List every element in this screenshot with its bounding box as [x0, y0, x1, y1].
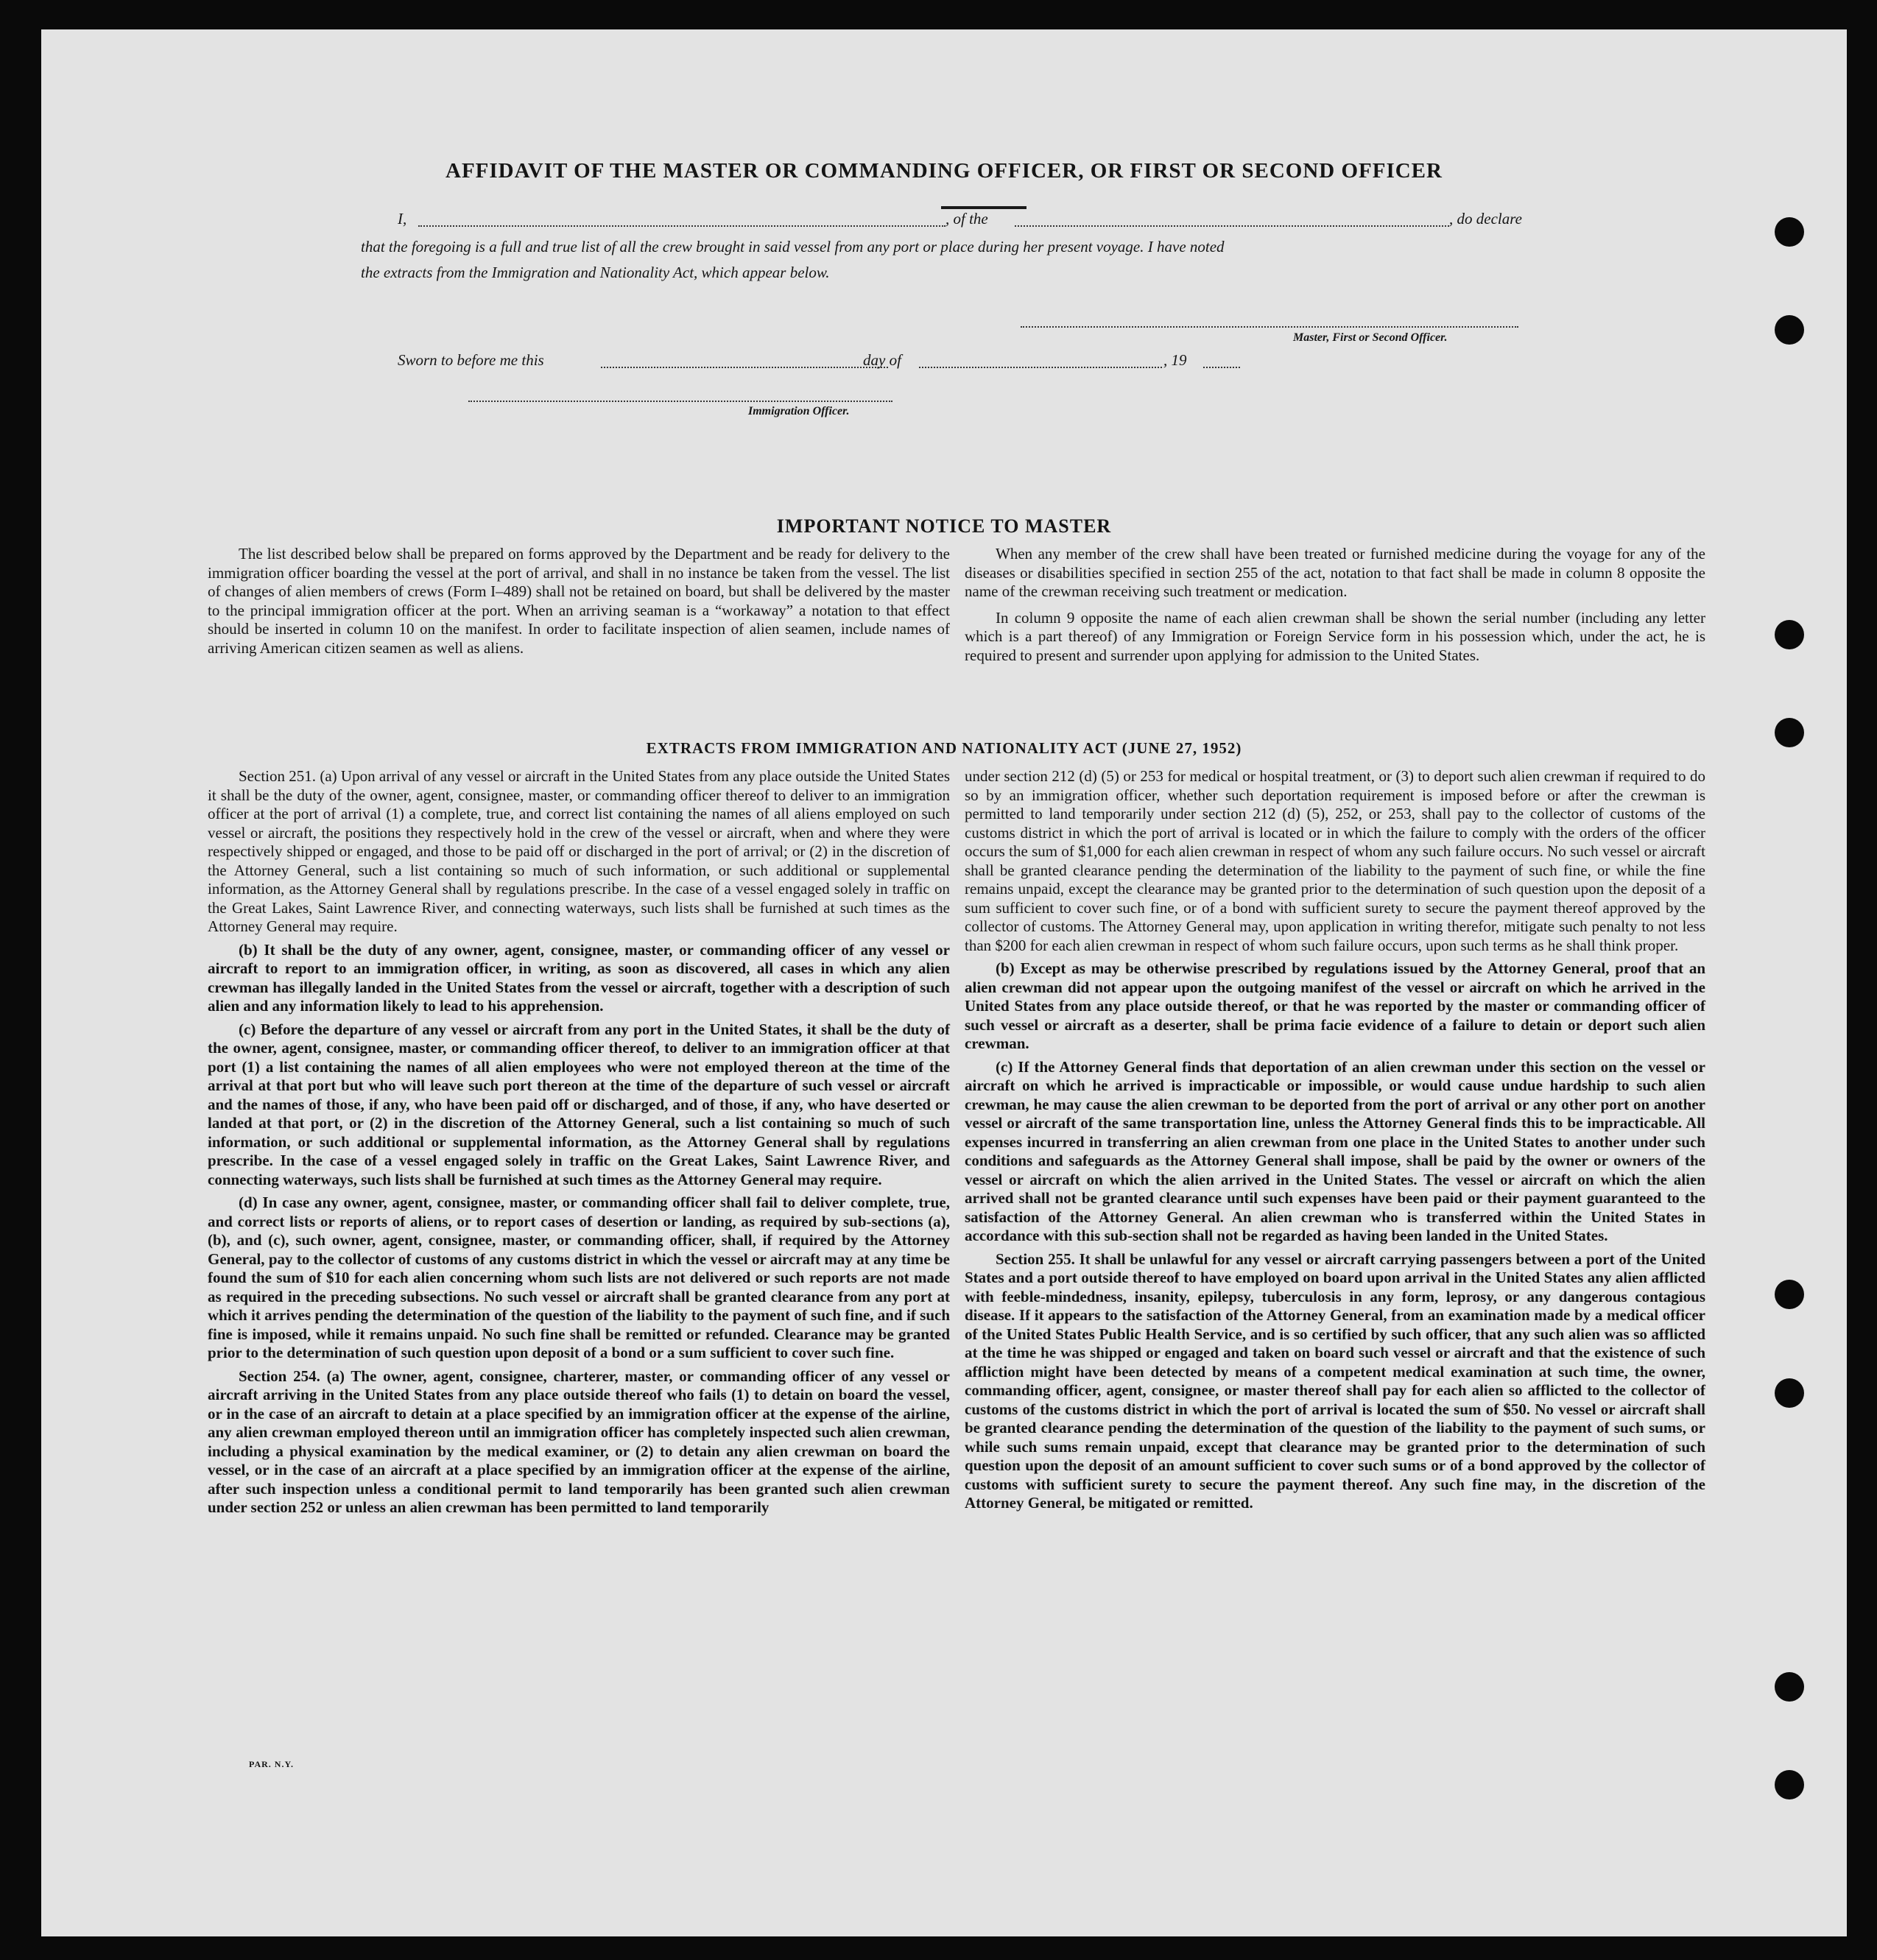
notice-right-column: [965, 545, 1705, 669]
notice-right-paragraph-1: When any member of the crew shall have been treated or furnished medicine during the voyage for any of the diseases or disabilities specified in section 255 of the act, notation to that fact shall be made in column 8 opposite the name of the crewman receiving such treatment or medication.: [965, 545, 1705, 600]
affidavit-declare-label: , do declare: [1449, 210, 1522, 228]
affidavit-title: AFFIDAVIT OF THE MASTER OR COMMANDING OFFICER, OR FIRST OR SECOND OFFICER: [446, 159, 1443, 183]
extracts-right-column: [965, 767, 1705, 1517]
punch-hole: [1775, 1378, 1804, 1408]
punch-hole: [1775, 718, 1804, 747]
master-signature-label: Master, First or Second Officer.: [1293, 331, 1448, 344]
punch-hole: [1775, 1672, 1804, 1702]
section-254-a: Section 254. (a) The owner, agent, consignee, charterer, master, or commanding officer of any vessel or aircraft arriving in the United States from any place outside thereof who fails (1) to detain on board the vessel, or in the case of an aircraft to detain at a place specified by an immigration officer at the expense of the airline, any alien crewman employed thereon until an immigration officer has completely inspected such alien crewman, including a physical examination by the medical examiner, or (2) to detain any alien crewman on board the vessel, or in the case of an aircraft at a place specified by an immigration officer at the expense of the airline, after such inspection unless a conditional permit to land temporarily has been granted such alien crewman under section 252 or unless an alien crewman has been permitted to land temporarily: [208, 1367, 950, 1516]
extracts-left-column: [208, 767, 950, 1522]
sworn-label: Sworn to before me this: [398, 351, 544, 369]
section-254-c: (c) If the Attorney General finds that deportation of an alien crewman under this section on the vessel or aircraft on which he arrived is impracticable or impossible, or would cause undue hardship to such alien crewman, he may cause the alien crewman to be deported from the port of arrival or any other port on another vessel or aircraft of the same transportation line, unless the Attorney General finds this to be impracticable. All expenses incurred in transferring an alien crewman from one place in the United States to another under such conditions and safeguards as the Attorney General shall impose, shall be paid by the owner or owners of the vessel or aircraft on which the alien arrived in the United States. The vessel or aircraft on which the alien arrived shall not be granted clearance until such expenses have been paid or their payment guaranteed to the satisfaction of the Attorney General. An alien crewman who is transferred within the United States in accordance with this sub-section shall not be regarded as having been landed in the United States.: [965, 1057, 1705, 1244]
affidavit-of-the-label: , of the: [945, 210, 988, 228]
section-254-b: (b) Except as may be otherwise prescribed by regulations issued by the Attorney General, proof that an alien crewman did not appear upon the outgoing manifest of the vessel or aircraft on which he arrived in the United States from any place outside thereof, or that he was reported by the master or commanding officer of such vessel or aircraft as a deserter, shall be prima facie evidence of a failure to detain or deport such alien crewman.: [965, 959, 1705, 1052]
vessel-name-field[interactable]: [1015, 225, 1449, 227]
declarant-name-field[interactable]: [418, 225, 945, 227]
printer-code: PAR. N.Y.: [249, 1759, 295, 1769]
section-251-c: (c) Before the departure of any vessel or aircraft from any port in the United States, it shall be the duty of the owner, agent, consignee, master, or commanding officer thereof, to deliver to an immigration officer at that port (1) a list containing the names of all alien employees who were not employed thereon at the time of the arrival at that port but who will leave such port thereon at the time of the departure of such vessel or aircraft and the names of those, if any, who have been paid off or discharged, and of those, if any, who have deserted or landed at that port, or (2) in the discretion of the Attorney General, such a list containing so much of such information, or such additional or supplemental information, as the Attorney General shall by regulations prescribe. In the case of a vessel engaged solely in traffic on the Great Lakes, Saint Lawrence River, and connecting waterways, such lists shall be furnished at such times as the Attorney General may require.: [208, 1020, 950, 1188]
punch-hole: [1775, 620, 1804, 649]
punch-hole: [1775, 217, 1804, 247]
title-underline: [941, 206, 1026, 209]
notice-right-paragraph-2: In column 9 opposite the name of each alien crewman shall be shown the serial number (including any letter which is a part thereof) of any Immigration or Foreign Service form in his possession which, under the act, he is required to present and surrender upon applying for admission to the United States.: [965, 608, 1705, 664]
notice-left-column: [208, 545, 950, 662]
extracts-title: EXTRACTS FROM IMMIGRATION AND NATIONALITY ACT (JUNE 27, 1952): [646, 739, 1242, 757]
form-page: [41, 29, 1847, 1936]
section-255: Section 255. It shall be unlawful for any vessel or aircraft carrying passengers between a port of the United States and a port outside thereof to have employed on board upon arrival in the United States any alien afflicted with feeble-mindedness, insanity, epilepsy, tuberculosis in any form, leprosy, or any dangerous contagious disease. If it appears to the satisfaction of the Attorney General, from an examination made by a medical officer of the United States Public Health Service, and is so certified by such officer, that any such alien was so afflicted at the time he was shipped or engaged and taken on board such vessel or aircraft and that the existence of such affliction might have been detected by means of a competent medical examination at such time, the owner, commanding officer, agent, consignee, or master thereof shall pay for each alien so afflicted to the collector of customs of the customs district in which the port of arrival is located the sum of $50. No vessel or aircraft shall be granted clearance pending the determination of the question of the liability to the payment of such sums, or while such sums remain unpaid, except that clearance may be granted prior to the determination of such question upon the deposit of an amount sufficient to cover such sums or of a bond approved by the collector of customs with sufficient surety to secure the payment thereof. Any such fine may, in the discretion of the Attorney General, be mitigated or remitted.: [965, 1249, 1705, 1512]
sworn-day-of-label: day of: [863, 351, 901, 369]
immigration-officer-label: Immigration Officer.: [748, 405, 850, 417]
immigration-officer-signature-field[interactable]: [468, 401, 892, 402]
sworn-day-field[interactable]: [601, 367, 888, 368]
punch-hole: [1775, 315, 1804, 345]
affidavit-statement-line: that the foregoing is a full and true list of all the crew brought in said vessel from any port or place during her present voyage. I have noted: [361, 238, 1225, 255]
affidavit-i-label: I,: [398, 210, 407, 228]
notice-left-paragraph: The list described below shall be prepared on forms approved by the Department and be ready for delivery to the immigration officer boarding the vessel at the port of arrival, and shall in no instance be taken from the vessel. The list of changes of alien members of crews (Form I–489) shall not be retained on board, but shall be delivered by the master to the principal immigration officer at the port. When an arriving seaman is a “workaway” a notation to that effect should be inserted in column 10 on the manifest. In order to facilitate inspection of alien seamen, include names of arriving American citizen seamen as well as aliens.: [208, 545, 950, 657]
section-254-a-continued: under section 212 (d) (5) or 253 for medical or hospital treatment, or (3) to deport such alien crewman if required to do so by an immigration officer, whether such deportation requirement is imposed before or after the crewman is permitted to land temporarily under section 212 (d) (5), 252, or 253, shall pay to the collector of customs of the customs district in which the port of arrival is located or in which the failure to comply with the orders of the officer occurs the sum of $1,000 for each alien crewman in respect of whom any such failure occurs. No such vessel or aircraft shall be granted clearance pending the determination of the liability to the payment of such fine, or while the fine remains unpaid, except the clearance may be granted prior to the determination of such question upon the deposit of a sum sufficient to cover such fine, or of a bond with sufficient surety to secure the payment thereof approved by the collector of customs. The Attorney General may, upon application in writing therefor, mitigate such penalty to not less than $200 for each alien crewman in respect of whom such failure occurs, upon such terms as he shall think proper.: [965, 767, 1705, 954]
punch-hole: [1775, 1770, 1804, 1799]
sworn-year-label: , 19: [1163, 351, 1187, 369]
sworn-year-field[interactable]: [1203, 367, 1240, 368]
master-signature-field[interactable]: [1021, 326, 1518, 328]
section-251-d: (d) In case any owner, agent, consignee, master, or commanding officer shall fail to deliver complete, true, and correct lists or reports of aliens, or to report cases of desertion or landing, as required by sub-sections (a), (b), and (c), such owner, agent, consignee, master, or commanding officer, shall, if required by the Attorney General, pay to the collector of customs of any customs district in which the vessel or aircraft may at any time be found the sum of $10 for each alien concerning whom such lists are not delivered or such reports are not made as required in the preceding subsections. No such vessel or aircraft shall be granted clearance from any port at which it arrives pending the determination of the question of the liability to the payment of such fine, and if such fine is imposed, while it remains unpaid. No such fine shall be remitted or refunded. Clearance may be granted prior to the determination of such question upon deposit of a bond or a sum sufficient to cover such fine.: [208, 1194, 950, 1361]
section-251-b: (b) It shall be the duty of any owner, agent, consignee, master, or commanding officer of any vessel or aircraft to report to an immigration officer, in writing, as soon as discovered, all cases in which any alien crewman has illegally landed in the United States from the vessel or aircraft, together with a description of such alien and any information likely to lead to his apprehension.: [208, 940, 950, 1015]
notice-title: IMPORTANT NOTICE TO MASTER: [776, 515, 1112, 537]
section-251-a: Section 251. (a) Upon arrival of any vessel or aircraft in the United States from any place outside the United States it shall be the duty of the owner, agent, consignee, master, or commanding officer thereof to deliver to an immigration officer at the port of arrival (1) a complete, true, and correct list containing the names of all aliens employed on such vessel or aircraft, the positions they respectively hold in the crew of the vessel or aircraft, when and where they were respectively shipped or engaged, and those to be paid off or discharged in the port of arrival; or (2) in the discretion of the Attorney General, such a list containing so much of such information, or such additional or supplemental information, as the Attorney General shall by regulations prescribe. In the case of a vessel engaged solely in traffic on the Great Lakes, Saint Lawrence River, and connecting waterways, such lists shall be furnished at such times as the Attorney General may require.: [208, 767, 950, 935]
sworn-month-field[interactable]: [919, 367, 1162, 368]
affidavit-extracts-line: the extracts from the Immigration and Nationality Act, which appear below.: [361, 264, 830, 281]
punch-hole: [1775, 1280, 1804, 1309]
